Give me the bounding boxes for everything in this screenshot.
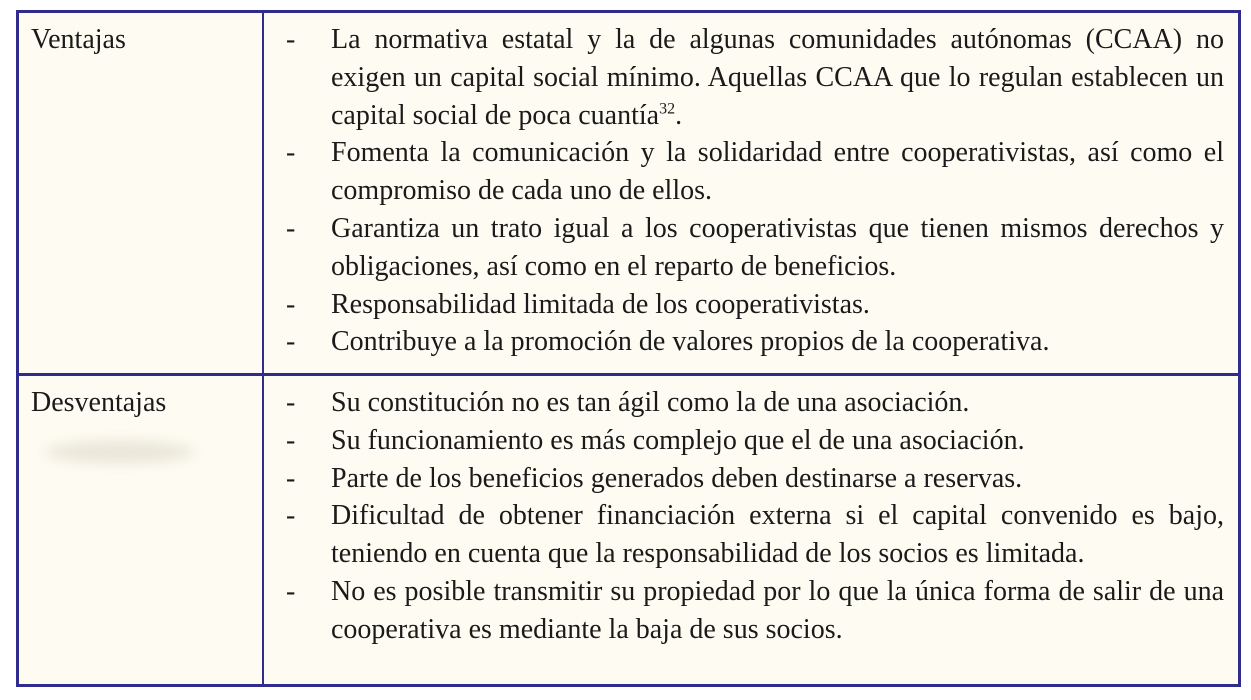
item-suffix: . <box>675 99 683 131</box>
bullet-dash: - <box>286 500 296 532</box>
bullet-dash: - <box>286 387 296 418</box>
list-item <box>264 573 1224 649</box>
footnote-marker: 32 <box>659 100 676 118</box>
item-text: La normativa estatal y la de algunas comunidades autónomas (CCAA) no exigen un capital social mínimo. Aquellas CCAA que lo regulan establecen un capital social de poca cuantía <box>331 24 1224 131</box>
item-text: No es posible transmitir su propiedad por lo que la única forma de salir de una cooperativa es mediante la baja de sus socios. <box>331 575 1224 645</box>
list-item <box>264 422 1224 460</box>
item-text: Responsabilidad limitada de los cooperativistas. <box>331 288 870 320</box>
item-text: Su constitución no es tan ágil como la de una asociación. <box>331 387 970 418</box>
list-item <box>264 134 1224 210</box>
item-text: Parte de los beneficios generados deben destinarse a reservas. <box>331 462 1023 494</box>
bullet-dash: - <box>286 575 296 607</box>
list-item <box>264 21 1224 134</box>
bullet-dash: - <box>286 424 296 456</box>
list-item <box>264 323 1224 361</box>
item-text: Dificultad de obtener financiación externa si el capital convenido es bajo, teniendo en cuenta que la responsabilidad de los socios es limitada. <box>331 500 1224 570</box>
list-item <box>264 497 1224 573</box>
item-text: Fomenta la comunicación y la solidaridad entre cooperativistas, así como el compromiso de cada uno de ellos. <box>331 137 1224 207</box>
bullet-dash: - <box>286 462 296 494</box>
list-item <box>264 460 1224 498</box>
bullet-dash: - <box>286 137 296 169</box>
column-divider <box>262 13 264 684</box>
ventajas-desventajas-table <box>16 10 1241 687</box>
item-text: Contribuye a la promoción de valores propios de la cooperativa. <box>331 326 1050 358</box>
bullet-dash: - <box>286 212 296 244</box>
desventajas-row <box>19 376 1238 684</box>
list-item <box>264 384 1224 422</box>
desventajas-list <box>264 376 1238 684</box>
desventajas-header-label: Desventajas <box>31 387 167 418</box>
list-item <box>264 210 1224 286</box>
ventajas-row <box>19 13 1238 373</box>
list-item <box>264 286 1224 324</box>
scan-smudge <box>45 440 195 464</box>
bullet-dash: - <box>286 24 296 55</box>
item-text: Garantiza un trato igual a los cooperativistas que tienen mismos derechos y obligaciones, así como en el reparto de beneficios. <box>331 212 1224 282</box>
bullet-dash: - <box>286 326 296 358</box>
ventajas-header <box>19 13 262 373</box>
item-text: Su funcionamiento es más complejo que el de una asociación. <box>331 424 1025 456</box>
bullet-dash: - <box>286 288 296 320</box>
desventajas-header <box>19 376 262 684</box>
ventajas-list <box>264 13 1238 373</box>
ventajas-header-label: Ventajas <box>31 24 126 55</box>
